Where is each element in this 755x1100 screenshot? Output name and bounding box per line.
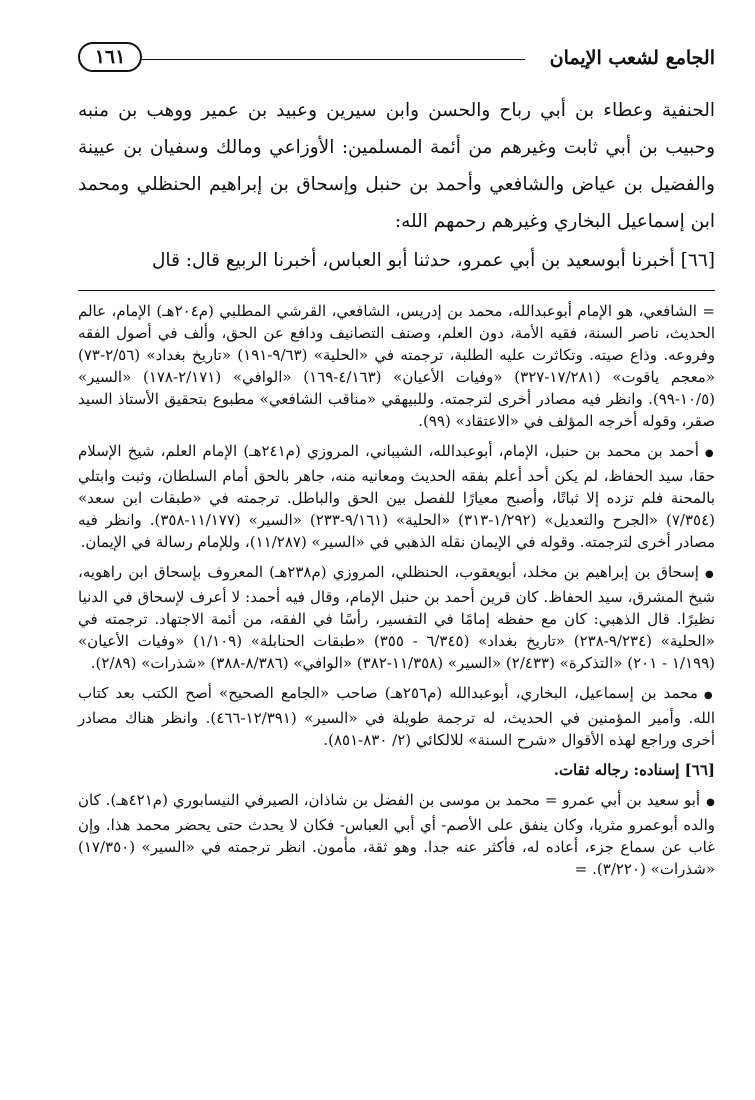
narration-line: [٦٦] أخبرنا أبوسعيد بن أبي عمرو، حدثنا أبو العباس، أخبرنا الربيع قال: قال <box>151 250 715 271</box>
footnote-abu-said-text: أبو سعيد بن أبي عمرو = محمد بن موسى بن الفضل بن شاذان، الصيرفي النيسابوري (م٤٢١هـ). كان والده أبوعمرو مثريا، وكان ينفق على الأصم- أي أبي العباس- فكان لا يحدث حتى يحضر محمد هذا. وإن غاب عن سماع جزء، أعاده له، فأكثر عنه جدا. وهو ثقة، مأمون. انظر ترجمته في «السير» (١٧/٣٥٠) «شذرات» (٣/٢٢٠). = <box>78 791 715 878</box>
footnote-bukhari-text: محمد بن إسماعيل، البخاري، أبوعبدالله (م٢٥٦هـ) صاحب «الجامع الصحيح» أصح الكتب بعد كتاب الله. وأمير المؤمنين في الحديث، له ترجمة طويلة في «السير» (١٢/٣٩١-٤٦٦). وانظر هناك مصادر أخرى وراجع لهذه الأقوال «شرح السنة» للالكائي (٢/ ٨٣٠-٨٥١). <box>78 684 715 749</box>
header-rule <box>142 59 525 60</box>
footnote-ahmad <box>78 440 715 553</box>
running-title: الجامع لشعب الإيمان <box>549 47 715 69</box>
footnote-ishaq-text: إسحاق بن إبراهيم بن مخلد، أبويعقوب، الحنظلي، المروزي (م٢٣٨هـ) المعروف بإسحاق ابن راهويه، شيخ المشرق، سيد الحفاظ. كان قرين أحمد بن حنبل الإمام، وقال فيه أحمد: لا أعرف لإسحاق في الدنيا نظيرًا. قال الذهبي: كان مع حفظه إمامًا في التفسير، رأسًا في الفقه، من أئمة الاجتهاد. ترجمته في «الحلية» (٩/٢٣٤-٢٣٨) «تاريخ بغداد» (٦/٣٤٥ - ٣٥٥) «طبقات الحنابلة» (١/١٠٩) «وفيات الأعيان» (١/١٩٩ - ٢٠١) «التذكرة» (٢/٤٣٣) «السير» (١١/٣٥٨-٣٨٢) «الوافي» (٨/٣٨٦-٣٨٨) «شذرات» (٢/٨٩). <box>78 563 715 672</box>
main-text <box>78 92 715 279</box>
footnote-shafii: = الشافعي، هو الإمام أبوعبدالله، محمد بن إدريس، الشافعي، القرشي المطلبي (م٢٠٤هـ) الإمام، عالم الحديث، ناصر السنة، فقيه الأمة، دون العلم، وصنف التصانيف ودافع عن الحق، وألف في أصول الفقه وفروعه. وذاع صيته. وتكاثرت عليه الطلبة، ترجمته في «الحلية» (٩/٦٣-١٩١) «تاريخ بغداد» (٢/٥٦-٧٣) «معجم ياقوت» (١٧/٢٨١-٣٢٧) «وفيات الأعيان» (٤/١٦٣-١٦٩) «الوافي» (٢/١٧١-١٧٨) «السير» (١٠/٥-٩٩). وانظر فيه مصادر أخرى لترجمته. وللبيهقي «مناقب الشافعي» مطبوع بتحقيق الأستاذ السيد صقر، وقوله أخرجه المؤلف في «الاعتقاد» (٩٩). <box>78 302 716 430</box>
footnote-ahmad-text: أحمد بن محمد بن حنبل، الإمام، أبوعبدالله، الشيباني، المروزي (م٢٤١هـ) الإمام العلم، شيخ الإسلام حقا، سيد الحفاظ، لم يكن أحد أعلم بفقه الحديث ومعانيه منه، جاهر بالحق أمام السلطان، وثبت وابتلي بالمحنة فلم تزده إلا ثباتًا، وأصبح معيارًا للفصل بين الحق والباطل. ترجمته في «طبقات ابن سعد» (٧/٣٥٤) «الجرح والتعديل» (١/٢٩٢-٣١٣) «الحلية» (٩/١٦١-٢٣٣) «السير» (١١/١٧٧-٣٥٨). وانظر فيه مصادر أخرى لترجمته. وقوله في الإيمان نقله الذهبي في «السير» (١١/٢٨٧)، وللإمام رسالة في الإيمان. <box>78 442 715 551</box>
footnote-isnad: [٦٦] إسناده: رجاله ثقات. <box>553 761 715 779</box>
footnotes <box>78 300 715 888</box>
footnote-bukhari <box>78 682 715 751</box>
footnote-divider <box>78 290 715 291</box>
page-number: ١٦١ <box>78 42 142 72</box>
main-paragraph: الحنفية وعطاء بن أبي رباح والحسن وابن سيرين وعبيد بن عمير ووهب بن منبه وحبيب بن أبي ثابت وغيرهم من أئمة المسلمين: الأوزاعي ومالك وسفيان بن عيينة والفضيل بن عياض والشافعي وأحمد بن حنبل وإسحاق بن إبراهيم الحنظلي ومحمد ابن إسماعيل البخاري وغيرهم رحمهم الله: <box>78 100 715 232</box>
footnote-abu-said <box>78 789 715 880</box>
page-header <box>78 42 715 76</box>
footnote-ishaq <box>78 561 715 674</box>
